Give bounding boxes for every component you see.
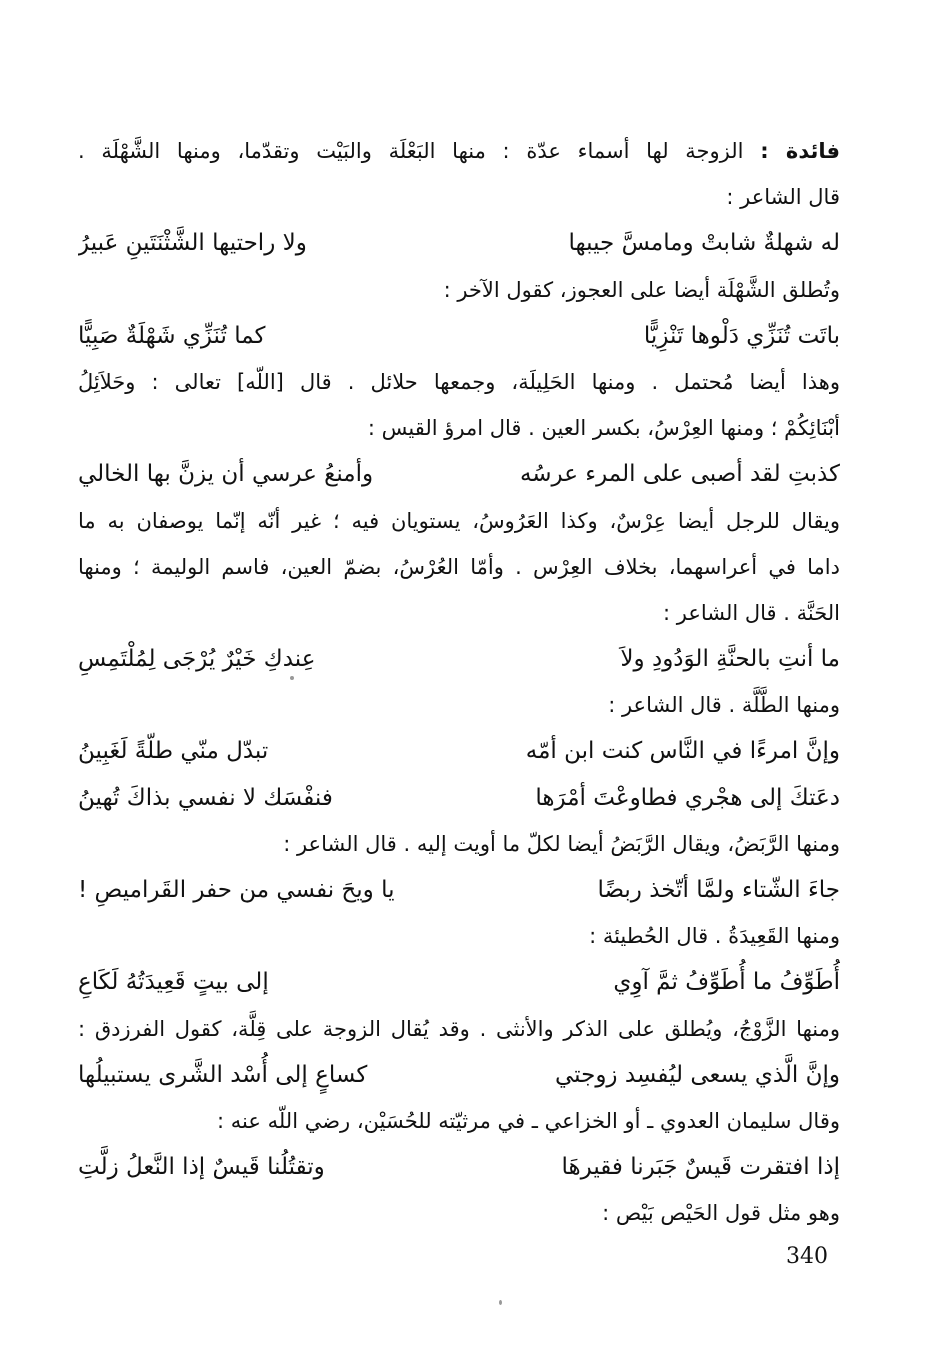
verse-second-hemistich: ولا راحتيها الشَّثْنَتَينِ عَبيرُ	[78, 230, 307, 257]
page-number: 340	[786, 1244, 828, 1269]
verse-line	[78, 313, 840, 359]
scan-speck	[290, 676, 294, 680]
verse-second-hemistich: فنفْسَك لا نفسي بذاكَ تُهينُ	[78, 784, 333, 811]
verse-first-hemistich: وإنَّ الَّذي يسعى ليُفسِد زوجتي	[554, 1061, 840, 1088]
verse-second-hemistich: كساعٍ إلى أُسْد الشَّرى يستبيلُها	[78, 1061, 368, 1088]
prose-line: وهو مثل قول الحَيْص بَيْص :	[602, 1201, 840, 1226]
prose-line: وقال سليمان العدوي ـ أو الخزاعي ـ في مرثيّته للحُسَيْن، رضي اللّه عنه :	[217, 1108, 840, 1133]
verse-line	[78, 1144, 840, 1190]
prose-line: وتُطلق الشَّهْلَة أيضا على العجوز، كقول الآخر :	[443, 277, 840, 302]
verse-first-hemistich: وإنَّ امرءًا في النَّاس كنت ابن أمّه	[525, 738, 840, 765]
verse-second-hemistich: يا ويحَ نفسي من حفر القَراميصِ !	[78, 877, 395, 903]
prose-line: فائدة : الزوجة لها أسماء عدّة : منها البَعْلَة والبَيْت وتقدّما، ومنها الشَّهْلَة .	[78, 139, 840, 163]
prose-line: داما في أعراسهما، بخلاف العِرْس . وأمّا العُرْسُ، بضمّ العين، فاسم الوليمة ؛ ومنها	[78, 554, 840, 579]
verse-second-hemistich: وأمنعُ عرسي أن يزنَّ بها الخالي	[78, 461, 374, 488]
lead-word: فائدة :	[760, 139, 840, 163]
verse-first-hemistich: جاءَ الشّتاء ولمَّا أتّخذ ربضًا	[597, 877, 840, 903]
verse-first-hemistich: له شهلةٌ شابتْ ومامسَّ جيبها	[568, 230, 840, 257]
verse-first-hemistich: إذا افتقرت قَيسٌ جَبَرنا فقيرهَا	[561, 1154, 840, 1181]
verse-second-hemistich: وتقتُلُنا قَيسٌ إذا النَّعلُ زلَّتِ	[78, 1154, 325, 1181]
verse-second-hemistich: عِندكِ خَيْرٌ يُرْجَى لِمُلْتَمِسِ	[78, 646, 316, 673]
prose-line: ومنها الزَّوْجُ، ويُطلق على الذكر والأنثى . وقد يُقال الزوجة على قِلَّة، كقول الفرزدق :	[78, 1016, 840, 1041]
verse-line	[78, 636, 840, 682]
verse-second-hemistich: إلى بيتٍ قَعِيدَتُهُ لَكَاعِ	[78, 969, 269, 996]
verse-line	[78, 959, 840, 1005]
verse-line	[78, 451, 840, 497]
verse-line	[78, 220, 840, 266]
verse-first-hemistich: أُطَوِّفُ ما أُطَوِّفُ ثمَّ آوِي	[613, 969, 840, 996]
verse-first-hemistich: ما أنتِ بالحنَّةِ الوَدُودِ ولاَ	[620, 646, 840, 673]
verse-first-hemistich: باتَت تُنَزِّي دَلْوها تَنْزِيًّا	[643, 322, 840, 349]
verse-line	[78, 1052, 840, 1098]
prose-line: وهذا أيضا مُحتمل . ومنها الحَلِيلَة، وجمعها حلائل . قال [اللّه] تعالى : وحَلاَئِلُ	[78, 369, 840, 394]
verse-line	[78, 867, 840, 913]
verse-line	[78, 775, 840, 821]
prose-line: ومنها القَعِيدَةُ . قال الحُطيئة :	[589, 924, 840, 949]
prose-line: أبْنَائِكُمْ ؛ ومنها العِرْسُ، بكسر العين . قال امرؤ القيس :	[367, 416, 840, 441]
prose-line: ومنها الرَّبَضُ، ويقال الرَّبَضُ أيضا لكلّ ما أويت إليه . قال الشاعر :	[283, 831, 840, 856]
verse-line	[78, 728, 840, 774]
verse-second-hemistich: تبدّل منّي طلّةً لَغَبِينُ	[78, 738, 269, 765]
prose-line: ويقال للرجل أيضا عِرْسٌ، وكذا العَرُوسُ، يستويان فيه ؛ غير أنّه إنّما يوصفان به ما	[78, 508, 840, 533]
prose-line: ومنها الطَّلَّة . قال الشاعر :	[608, 693, 840, 718]
verse-first-hemistich: كذبتِ لقد أصبى على المرء عرسُه	[519, 461, 840, 488]
prose-line: قال الشاعر :	[726, 185, 840, 210]
prose-line: الحَنَّة . قال الشاعر :	[662, 600, 840, 625]
verse-second-hemistich: كما تُنَزِّي شَهْلَةٌ صَبِيًّا	[78, 322, 266, 349]
body-text	[78, 128, 840, 1237]
scan-speck	[499, 1300, 502, 1305]
verse-first-hemistich: دعَتكَ إلى هجْري فطاوعْتَ أمْرَها	[535, 784, 840, 811]
